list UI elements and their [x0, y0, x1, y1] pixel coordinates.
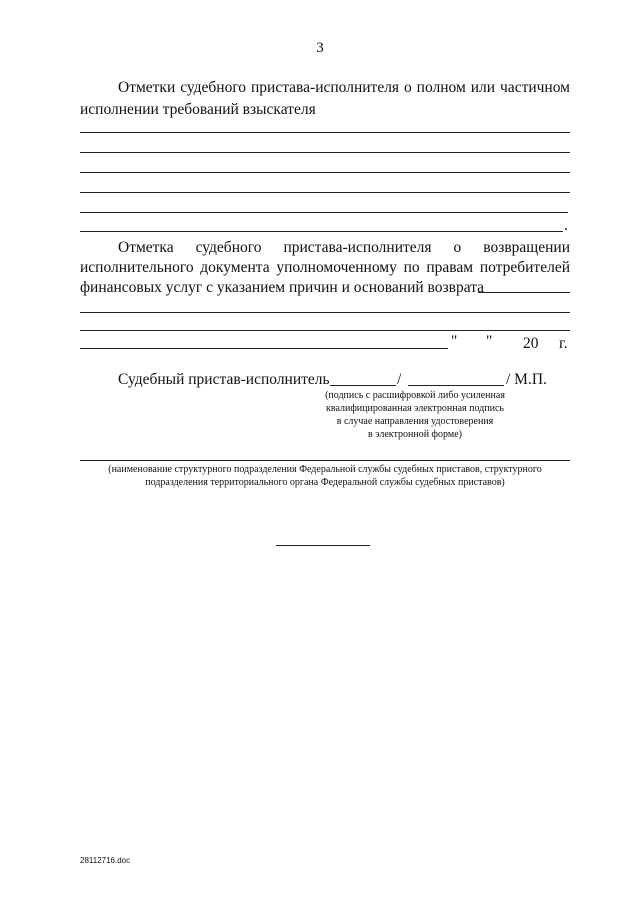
signature-note-line-2: квалифицированная электронная подпись [326, 403, 504, 414]
date-year: 20 [523, 335, 539, 352]
department-caption-line-2: подразделения территориального органа Федеральной службы судебных приставов) [145, 477, 505, 488]
section2-word-5: возвращении [483, 239, 570, 256]
signature-label: Судебный пристав-исполнитель [118, 371, 330, 388]
seal-mark: / М.П. [506, 371, 547, 388]
section2-word-2: судебного [195, 239, 262, 256]
signature-line [330, 385, 396, 386]
closing-divider [276, 545, 370, 546]
section2-word-4: о [453, 239, 462, 256]
section1-line1: Отметки судебного пристава-исполнителя о полном или частичном [118, 79, 570, 96]
section1-end-mark: . [564, 217, 568, 234]
section2-word-3: пристава-исполнителя [283, 239, 432, 256]
section2-line1 [118, 238, 570, 258]
blank-line-9 [80, 348, 448, 349]
date-quote-open: " [451, 333, 458, 350]
signature-note-line-3: в случае направления удостоверения [336, 416, 494, 427]
signature-note-line-1: (подпись с расшифровкой либо усиленная [325, 390, 505, 401]
department-line [80, 460, 570, 461]
blank-line-8 [80, 330, 570, 331]
signature-separator: / [397, 371, 402, 388]
blank-line-4 [80, 192, 570, 193]
blank-line-7 [80, 312, 570, 313]
section2-line3: финансовых услуг с указанием причин и оснований возврата [80, 279, 485, 296]
signature-note [285, 389, 545, 441]
section1-line2: исполнении требований взыскателя [80, 101, 316, 118]
date-year-suffix: г. [559, 335, 568, 352]
date-quote-close: " [486, 333, 493, 350]
blank-line-1 [80, 132, 570, 133]
page-number: 3 [316, 40, 324, 56]
department-caption [60, 463, 590, 489]
blank-line-5 [80, 212, 568, 213]
file-name-footer: 28112716.doc [80, 856, 131, 865]
return-reason-line [478, 292, 570, 293]
section2-word-1: Отметка [118, 239, 174, 256]
blank-line-3 [80, 172, 570, 173]
signature-note-line-4: в электронной форме) [368, 429, 462, 440]
blank-line-2 [80, 152, 570, 153]
department-caption-line-1: (наименование структурного подразделения Федеральной службы судебных приставов, структурного [108, 464, 542, 475]
section2-line2: исполнительного документа уполномоченному по правам потребителей [80, 259, 570, 276]
blank-line-6 [80, 231, 563, 232]
name-line [408, 385, 504, 386]
